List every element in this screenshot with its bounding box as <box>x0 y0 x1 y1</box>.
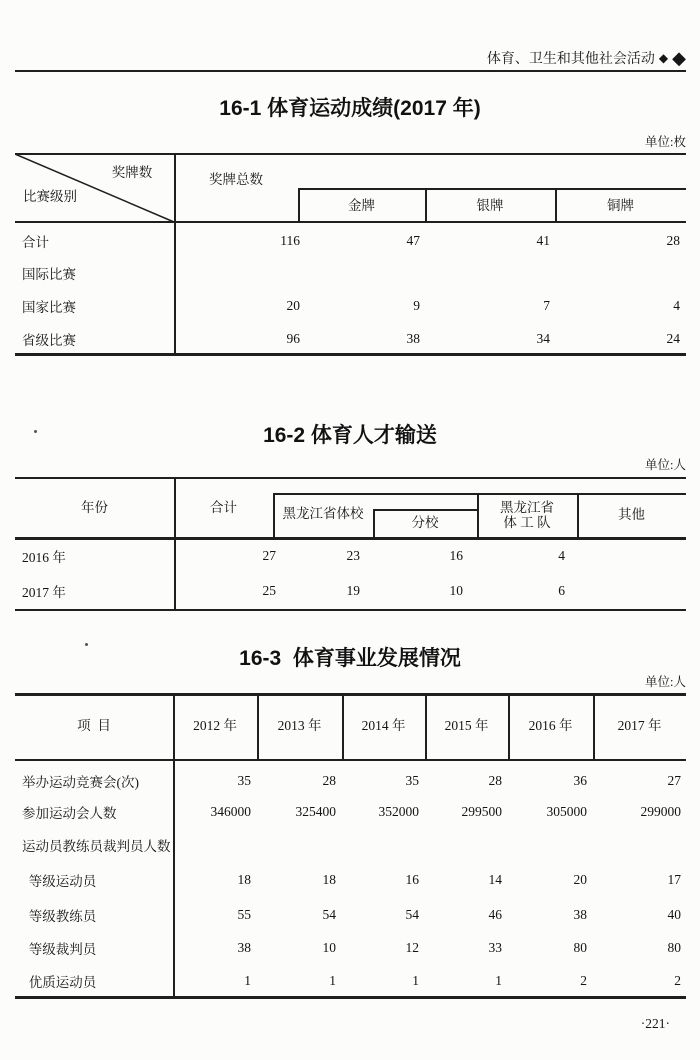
table-row <box>15 546 686 566</box>
team-line2: 体 工 队 <box>503 515 551 530</box>
row-label: 等级运动员 <box>22 874 97 889</box>
table3-col-item: 项 目 <box>77 718 111 733</box>
table2-title: 16-2 体育人才输送 <box>263 424 437 447</box>
table-row <box>15 329 686 349</box>
cell-bronze: 24 <box>666 331 680 346</box>
cell-2015: 28 <box>488 773 502 788</box>
row-label: 运动员教练员裁判员人数 <box>22 839 171 854</box>
table1-title: 16-1 体育运动成绩(2017 年) <box>219 97 481 120</box>
cell-2013: 28 <box>322 773 336 788</box>
table3-col-year-2017: 2017 年 <box>617 718 662 733</box>
row-label: 国际比赛 <box>22 267 76 282</box>
table2-top-border <box>15 477 686 479</box>
table-row <box>15 802 686 822</box>
cell-2014: 16 <box>405 872 419 887</box>
table3-header-border <box>15 759 686 761</box>
table3-col-year-2012: 2012 年 <box>193 718 237 733</box>
branch-box-top <box>373 509 477 511</box>
table2-box-top <box>273 493 686 495</box>
table-row <box>15 263 686 283</box>
cell-2016: 305000 <box>546 804 587 819</box>
cell-2014: 54 <box>405 907 419 922</box>
cell-school: 19 <box>346 583 360 598</box>
table3-title: 16-3 体育事业发展情况 <box>239 647 461 670</box>
cell-total: 27 <box>262 548 276 563</box>
table1-bottom-border <box>15 353 686 356</box>
cell-2017: 27 <box>667 773 681 788</box>
cell-2016: 38 <box>573 907 587 922</box>
cell-2012: 346000 <box>210 804 251 819</box>
row-label: 省级比赛 <box>22 333 76 348</box>
cell-2013: 325400 <box>295 804 336 819</box>
cell-2015: 46 <box>488 907 502 922</box>
table-row <box>15 905 686 925</box>
table3-col-year-2014: 2014 年 <box>361 718 406 733</box>
table2-col-year: 年份 <box>81 500 108 515</box>
medal-box-top <box>298 188 686 190</box>
row-label: 国家比赛 <box>22 300 76 315</box>
cell-2014: 1 <box>412 973 419 988</box>
diamond-icon: ◆ <box>658 51 669 65</box>
team-line1: 黑龙江省 <box>500 500 554 515</box>
cell-2017: 299000 <box>640 804 681 819</box>
corner-label-level: 比赛级别 <box>23 189 77 204</box>
chapter-header <box>487 48 686 68</box>
row-label: 2017 年 <box>22 585 66 600</box>
cell-2015: 14 <box>488 872 502 887</box>
cell-gold: 9 <box>413 298 420 313</box>
table-row <box>15 231 686 251</box>
table-row <box>15 581 686 601</box>
cell-gold: 47 <box>406 233 420 248</box>
cell-branch: 10 <box>449 583 463 598</box>
table1-col-silver: 银牌 <box>476 198 504 213</box>
table3-top-border <box>15 693 686 696</box>
cell-2017: 40 <box>667 907 681 922</box>
cell-bronze: 28 <box>666 233 680 248</box>
cell-team: 4 <box>558 548 565 563</box>
table3-bottom-border <box>15 996 686 999</box>
cell-branch: 16 <box>449 548 463 563</box>
table-row <box>15 938 686 958</box>
table-row <box>15 835 686 855</box>
row-label: 举办运动竞赛会(次) <box>22 775 139 790</box>
table2-col-team <box>477 500 577 530</box>
cell-2016: 2 <box>580 973 587 988</box>
table1-col-total: 奖牌总数 <box>209 172 263 187</box>
table-row <box>15 771 686 791</box>
chapter-title: 体育、卫生和其他社会活动 <box>486 50 655 66</box>
row-label: 等级裁判员 <box>22 942 97 957</box>
row-label: 合计 <box>22 235 49 250</box>
cell-2015: 1 <box>495 973 502 988</box>
table1-unit: 单位:枚 <box>645 135 686 149</box>
cell-2013: 10 <box>322 940 336 955</box>
table2-bottom-border <box>15 609 686 611</box>
table2-col-branch: 分校 <box>411 515 439 530</box>
corner-label-medals: 奖牌数 <box>111 165 153 180</box>
cell-total: 96 <box>286 331 300 346</box>
diamond-icon: ◆ <box>672 48 686 68</box>
table2-col-other: 其他 <box>618 507 645 522</box>
cell-2017: 2 <box>674 973 681 988</box>
cell-silver: 34 <box>536 331 550 346</box>
table1-col-bronze: 铜牌 <box>607 198 634 213</box>
cell-2012: 55 <box>237 907 251 922</box>
cell-total: 116 <box>280 233 300 248</box>
cell-total: 25 <box>262 583 276 598</box>
cell-total: 20 <box>286 298 300 313</box>
cell-2012: 1 <box>244 973 251 988</box>
table3-unit: 单位:人 <box>645 675 686 689</box>
cell-2012: 35 <box>237 773 251 788</box>
table2-col-school: 黑龙江省体校 <box>282 506 364 521</box>
cell-2015: 33 <box>488 940 502 955</box>
table-row <box>15 870 686 890</box>
cell-2016: 36 <box>573 773 587 788</box>
cell-2016: 80 <box>573 940 587 955</box>
cell-2012: 38 <box>237 940 251 955</box>
table3-col-year-2015: 2015 年 <box>444 718 489 733</box>
cell-bronze: 4 <box>673 298 680 313</box>
table-row <box>15 296 686 316</box>
cell-2015: 299500 <box>461 804 502 819</box>
table1-col-gold: 金牌 <box>348 198 375 213</box>
cell-2017: 80 <box>667 940 681 955</box>
header-rule <box>15 70 686 72</box>
cell-gold: 38 <box>406 331 420 346</box>
cell-team: 6 <box>558 583 565 598</box>
row-label: 优质运动员 <box>22 975 97 990</box>
cell-2016: 20 <box>573 872 587 887</box>
cell-2013: 54 <box>322 907 336 922</box>
cell-2013: 18 <box>322 872 336 887</box>
cell-2014: 352000 <box>378 804 419 819</box>
table3-col-year-2013: 2013 年 <box>277 718 322 733</box>
row-label: 等级教练员 <box>22 909 97 924</box>
cell-2012: 18 <box>237 872 251 887</box>
cell-school: 23 <box>346 548 360 563</box>
table-row <box>15 971 686 991</box>
table2-col-total: 合计 <box>210 500 237 515</box>
cell-2014: 12 <box>405 940 419 955</box>
page-number: ·221· <box>640 1016 670 1031</box>
row-label: 参加运动会人数 <box>22 806 117 821</box>
table3-col-year-2016: 2016 年 <box>528 718 573 733</box>
row-label: 2016 年 <box>22 550 66 565</box>
cell-2017: 17 <box>667 872 681 887</box>
cell-silver: 41 <box>536 233 550 248</box>
cell-silver: 7 <box>543 298 550 313</box>
cell-2014: 35 <box>405 773 419 788</box>
table2-unit: 单位:人 <box>645 458 686 472</box>
table2-header-border <box>15 537 686 540</box>
cell-2013: 1 <box>329 973 336 988</box>
